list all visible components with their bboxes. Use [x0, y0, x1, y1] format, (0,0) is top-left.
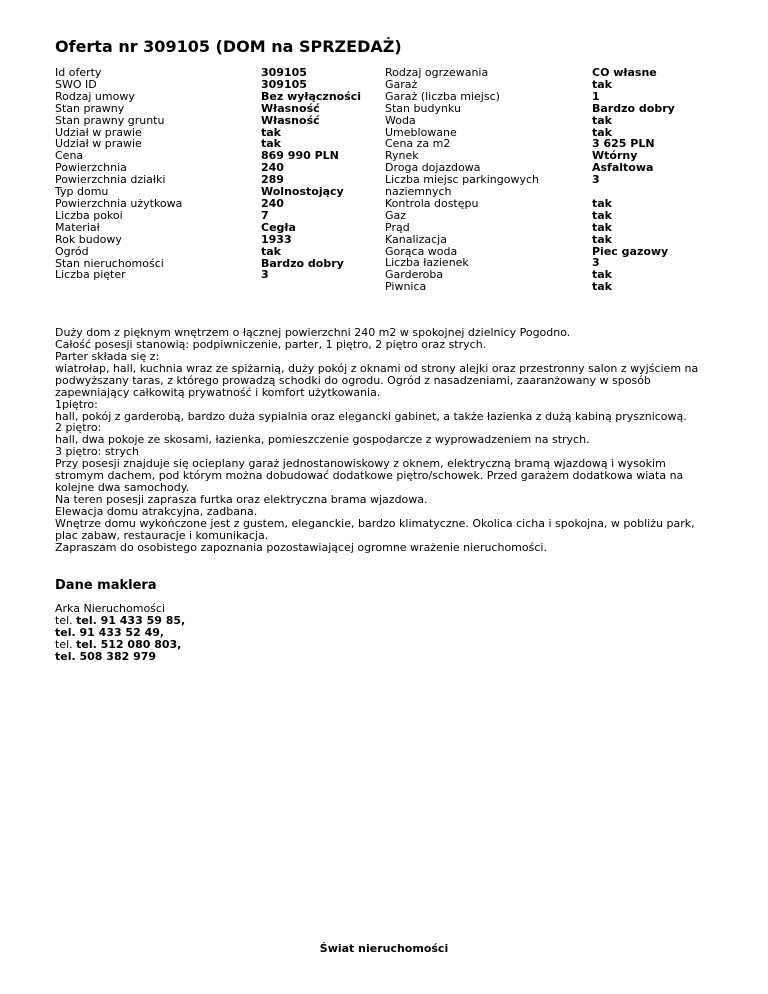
- detail-value-right-8: Asfaltowa: [592, 161, 654, 175]
- detail-value-right-12: tak: [592, 220, 612, 234]
- description-paragraph: hall, pokój z garderobą, bardzo duża sypialnia oraz elegancki gabinet, a także łazienka z dużą kabiną prysznicową.: [55, 409, 687, 423]
- detail-value-left-12: 7: [261, 208, 269, 222]
- description-paragraph: Parter składa się z:: [55, 350, 160, 364]
- detail-label-right-10: Kontrola dostępu: [385, 196, 479, 210]
- description-paragraph: Na teren posesji zaprasza furtka oraz elektryczna brama wjazdowa.: [55, 492, 428, 506]
- details-right-labels: [385, 67, 592, 293]
- agent-phone-3: tel. 512 080 803,: [76, 638, 182, 652]
- detail-label-left-0: Id oferty: [55, 66, 102, 79]
- detail-value-right-15: 3: [592, 256, 600, 270]
- agent-phone-1: tel. 91 433 59 85,: [76, 614, 186, 628]
- detail-value-right-17: tak: [592, 280, 612, 294]
- detail-label-right-8: Droga dojazdowa: [385, 161, 481, 175]
- detail-value-right-0: CO własne: [592, 66, 657, 79]
- detail-value-right-11: tak: [592, 208, 612, 222]
- detail-value-right-10: tak: [592, 196, 612, 210]
- detail-value-right-3: Bardzo dobry: [592, 101, 675, 115]
- detail-label-right-1: Garaż: [385, 77, 418, 91]
- detail-value-right-16: tak: [592, 268, 612, 282]
- detail-value-right-14: Piec gazowy: [592, 244, 669, 258]
- detail-label-left-13: Materiał: [55, 220, 100, 234]
- detail-label-left-1: SWO ID: [55, 77, 97, 91]
- detail-label-left-7: Cena: [55, 149, 84, 163]
- agent-phone-line-4: [55, 651, 719, 663]
- detail-value-left-3: Własność: [261, 101, 320, 115]
- detail-value-left-6: tak: [261, 137, 281, 151]
- detail-value-right-5: tak: [592, 125, 612, 139]
- detail-value-left-14: 1933: [261, 232, 292, 246]
- description-paragraph: Duży dom z pięknym wnętrzem o łącznej powierzchni 240 m2 w spokojnej dzielnicy Pogodno.: [55, 326, 571, 340]
- detail-label-right-5: Umeblowane: [385, 125, 457, 139]
- description-paragraph: wiatrołap, hall, kuchnia wraz ze spiżarnią, duży pokój z oknami od strony alejki oraz przestronny salon z wyjściem na podwyższany taras, z którego prowadzą schodki do ogrodu. Ogród z nasadzeniami, zaaranżowany w sposób zapewniający całkowitą prywatność i komfort użytkowania.: [55, 361, 699, 399]
- detail-value-left-17: 3: [261, 268, 269, 282]
- detail-label-left-14: Rok budowy: [55, 232, 122, 246]
- description-paragraph: Elewacja domu atrakcyjna, zadbana.: [55, 504, 258, 518]
- description-paragraph: Wnętrze domu wykończone jest z gustem, eleganckie, bardzo klimatyczne. Okolica cicha i spokojna, w pobliżu park, plac zabaw, restauracje i komunikacja.: [55, 516, 695, 542]
- description-paragraph: Zapraszam do osobistego zapoznania pozostawiającej ogromne wrażenie nieruchomości.: [55, 540, 547, 554]
- description-paragraph: 3 piętro: strych: [55, 445, 139, 459]
- detail-value-left-8: 240: [261, 161, 284, 175]
- offer-page: [55, 36, 719, 663]
- detail-label-right-4: Woda: [385, 113, 416, 127]
- tel-prefix-2: tel.: [55, 638, 73, 652]
- detail-label-left-10: Typ domu: [55, 185, 109, 199]
- detail-label-left-16: Stan nieruchomości: [55, 256, 164, 270]
- agent-company: Arka Nieruchomości: [55, 602, 166, 616]
- description: [55, 327, 705, 553]
- footer-brand: Świat nieruchomości: [319, 942, 449, 955]
- detail-value-left-15: tak: [261, 244, 281, 258]
- detail-value-left-5: tak: [261, 125, 281, 139]
- detail-label-left-17: Liczba pięter: [55, 268, 126, 282]
- detail-label-left-15: Ogród: [55, 244, 89, 258]
- detail-label-right-16: Garderoba: [385, 268, 444, 282]
- detail-value-left-0: 309105: [261, 66, 307, 79]
- detail-value-left-13: Cegła: [261, 220, 296, 234]
- details-table: [55, 67, 719, 293]
- description-paragraph: Całość posesji stanowią: podpiwniczenie, parter, 1 piętro, 2 piętro oraz strych.: [55, 338, 487, 352]
- detail-label-right-14: Gorąca woda: [385, 244, 458, 258]
- agent-heading: Dane maklera: [55, 578, 157, 594]
- description-paragraph: hall, dwa pokoje ze skosami, łazienka, pomieszczenie gospodarcze z wyprowadzeniem na strych.: [55, 433, 590, 447]
- detail-label-left-8: Powierzchnia: [55, 161, 127, 175]
- tel-prefix: tel.: [55, 614, 73, 628]
- detail-label-right-3: Stan budynku: [385, 101, 461, 115]
- detail-value-right-1: tak: [592, 77, 612, 91]
- detail-label-right-2: Garaż (liczba miejsc): [385, 89, 500, 103]
- agent-info: [55, 603, 719, 663]
- detail-value-left-9: 289: [261, 173, 284, 187]
- detail-value-left-7: 869 990 PLN: [261, 149, 339, 163]
- detail-label-left-11: Powierzchnia użytkowa: [55, 196, 183, 210]
- detail-value-right-2: 1: [592, 89, 600, 103]
- detail-value-right-9: 3: [592, 173, 600, 187]
- page-title: Oferta nr 309105 (DOM na SPRZEDAŻ): [55, 37, 402, 56]
- detail-label-right-6: Cena za m2: [385, 137, 451, 151]
- detail-value-left-2: Bez wyłączności: [261, 89, 362, 103]
- detail-value-left-16: Bardzo dobry: [261, 256, 344, 270]
- detail-label-left-4: Stan prawny gruntu: [55, 113, 165, 127]
- detail-label-right-9: Liczba miejsc parkingowych naziemnych: [385, 173, 539, 199]
- detail-label-left-9: Powierzchnia działki: [55, 173, 166, 187]
- detail-value-left-4: Własność: [261, 113, 320, 127]
- detail-value-left-10: Wolnostojący: [261, 185, 344, 199]
- agent-phone-4: tel. 508 382 979: [55, 650, 157, 664]
- detail-label-right-7: Rynek: [385, 149, 419, 163]
- detail-label-left-2: Rodzaj umowy: [55, 89, 135, 103]
- detail-label-right-12: Prąd: [385, 220, 410, 234]
- detail-label-right-11: Gaz: [385, 208, 407, 222]
- detail-value-left-11: 240: [261, 196, 284, 210]
- description-paragraph: 1piętro:: [55, 397, 98, 411]
- detail-label-right-13: Kanalizacja: [385, 232, 447, 246]
- detail-value-left-1: 309105: [261, 77, 307, 91]
- details-left-values: [261, 67, 385, 293]
- detail-label-right-15: Liczba łazienek: [385, 256, 469, 270]
- detail-label-left-3: Stan prawny: [55, 101, 125, 115]
- detail-value-right-13: tak: [592, 232, 612, 246]
- detail-label-right-0: Rodzaj ogrzewania: [385, 66, 489, 79]
- agent-phone-2: tel. 91 433 52 49,: [55, 626, 165, 640]
- details-left-labels: [55, 67, 261, 293]
- detail-label-left-5: Udział w prawie: [55, 125, 142, 139]
- detail-label-left-12: Liczba pokoi: [55, 208, 123, 222]
- detail-label-left-6: Udział w prawie: [55, 137, 142, 151]
- detail-value-right-7: Wtórny: [592, 149, 638, 163]
- details-right-values: [592, 67, 719, 293]
- detail-value-right-4: tak: [592, 113, 612, 127]
- detail-value-right-6: 3 625 PLN: [592, 137, 655, 151]
- description-paragraph: 2 piętro:: [55, 421, 102, 435]
- detail-label-right-17: Piwnica: [385, 280, 427, 294]
- description-paragraph: Przy posesji znajduje się ocieplany garaż jednostanowiskowy z oknem, elektryczną bramą wjazdową i wysokim stromym dachem, pod którym można dobudować dodatkowe piętro/schowek. Przed garażem dodatkowa wiata na kolejne dwa samochody.: [55, 457, 684, 494]
